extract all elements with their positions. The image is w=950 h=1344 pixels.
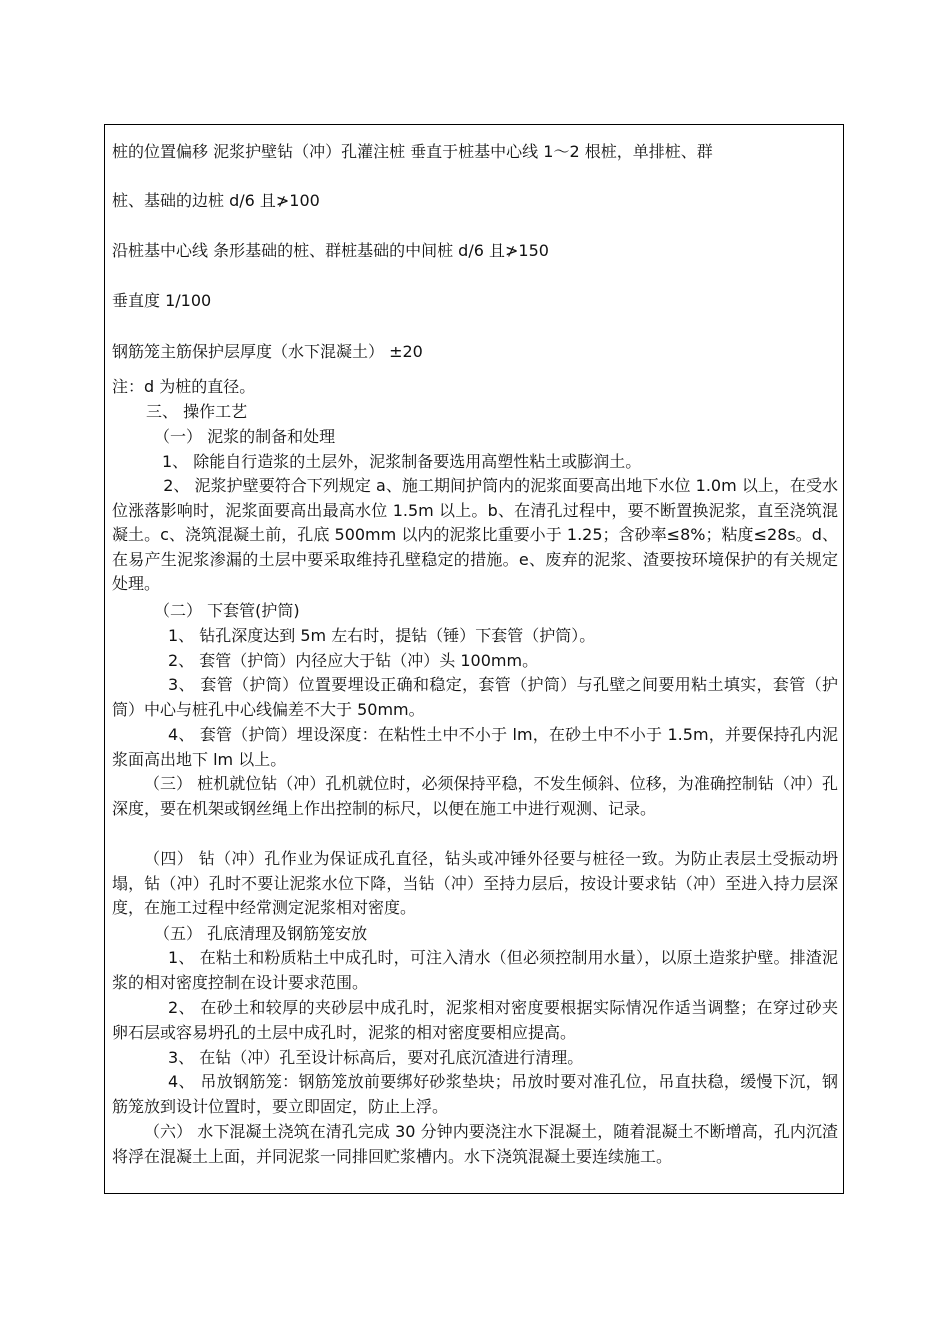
paragraph-mud-2: 2、 泥浆护壁要符合下列规定 a、施工期间护筒内的泥浆面要高出地下水位 1.0m 以上，在受水位涨落影响时，泥浆面要高出最高水位 1.5m 以上。b、在清孔过程中，要不断置换泥浆，直至浇筑混凝土。c、浇筑混凝土前，孔底 500mm 以内的泥浆比重要小于 1.25；含砂率≤8%；粘度≤28s。d、在易产生泥浆渗漏的土层中要采取维持孔壁稳定的措施。e、废弃的泥浆、渣要按环境保护的有关规定处理。 (112, 476, 838, 594)
table-row-edge-pile: 桩、基础的边桩 d/6 且≯100 (112, 191, 320, 210)
table-row-verticality: 垂直度 1/100 (112, 291, 212, 310)
table-row-middle-pile: 沿桩基中心线 条形基础的桩、群桩基础的中间桩 d/6 且≯150 (112, 241, 549, 260)
subsection-title-cleaning: （五） 孔底清理及钢筋笼安放 (154, 924, 368, 943)
paragraph-casing-4: 4、 套管（护筒）埋设深度：在粘性土中不小于 lm，在砂土中不小于 1.5m，并要保持孔内泥浆面高出地下 lm 以上。 (112, 725, 838, 769)
note-text: 注：d 为桩的直径。 (112, 377, 256, 396)
subsection-title-mud: （一） 泥浆的制备和处理 (154, 427, 336, 446)
paragraph-cleaning-4: 4、 吊放钢筋笼：钢筋笼放前要绑好砂浆垫块；吊放时要对准孔位，吊直扶稳，缓慢下沉，钢筋笼放到设计位置时，要立即固定，防止上浮。 (112, 1072, 838, 1116)
paragraph-casing-1: 1、 钻孔深度达到 5m 左右时，提钻（锤）下套管（护筒）。 (168, 626, 596, 645)
paragraph-cleaning-3: 3、 在钻（冲）孔至设计标高后，要对孔底沉渣进行清理。 (168, 1048, 584, 1067)
paragraph-casing-2: 2、 套管（护筒）内径应大于钻（冲）头 100mm。 (168, 651, 539, 670)
table-row-cover-thickness: 钢筋笼主筋保护层厚度（水下混凝土） ±20 (112, 342, 423, 361)
paragraph-rig-positioning: （三） 桩机就位钻（冲）孔机就位时，必须保持平稳，不发生倾斜、位移，为准确控制钻（冲）孔深度，要在机架或钢丝绳上作出控制的标尺，以便在施工中进行观测、记录。 (112, 774, 838, 818)
paragraph-cleaning-2: 2、 在砂土和较厚的夹砂层中成孔时，泥浆相对密度要根据实际情况作适当调整；在穿过砂夹卵石层或容易坍孔的土层中成孔时，泥浆的相对密度要相应提高。 (112, 998, 838, 1042)
paragraph-casing-3: 3、 套管（护筒）位置要埋设正确和稳定，套管（护筒）与孔壁之间要用粘土填实，套管（护筒）中心与桩孔中心线偏差不大于 50mm。 (112, 675, 838, 719)
paragraph-underwater-concrete: （六） 水下混凝土浇筑在清孔完成 30 分钟内要浇注水下混凝土，随着混凝土不断增高，孔内沉渣将浮在混凝土上面，并同泥浆一同排回贮浆槽内。水下浇筑混凝土要连续施工。 (112, 1122, 838, 1166)
table-row-pile-offset: 桩的位置偏移 泥浆护壁钻（冲）孔灌注桩 垂直于桩基中心线 1～2 根桩，单排桩、群 (112, 142, 713, 161)
paragraph-mud-1: 1、 除能自行造浆的土层外，泥浆制备要选用高塑性粘土或膨润土。 (162, 452, 642, 471)
subsection-title-casing: （二） 下套管(护筒) (154, 601, 300, 620)
paragraph-cleaning-1: 1、 在粘土和粉质粘土中成孔时，可注入清水（但必须控制用水量），以原土造浆护壁。排渣泥浆的相对密度控制在设计要求范围。 (112, 948, 838, 992)
paragraph-drilling: （四） 钻（冲）孔作业为保证成孔直径，钻头或冲锤外径要与桩径一致。为防止表层土受振动坍塌，钻（冲）孔时不要让泥浆水位下降，当钻（冲）至持力层后，按设计要求钻（冲）至进入持力层深度，在施工过程中经常测定泥浆相对密度。 (112, 849, 838, 918)
section-title-operation: 三、 操作工艺 (146, 402, 248, 421)
